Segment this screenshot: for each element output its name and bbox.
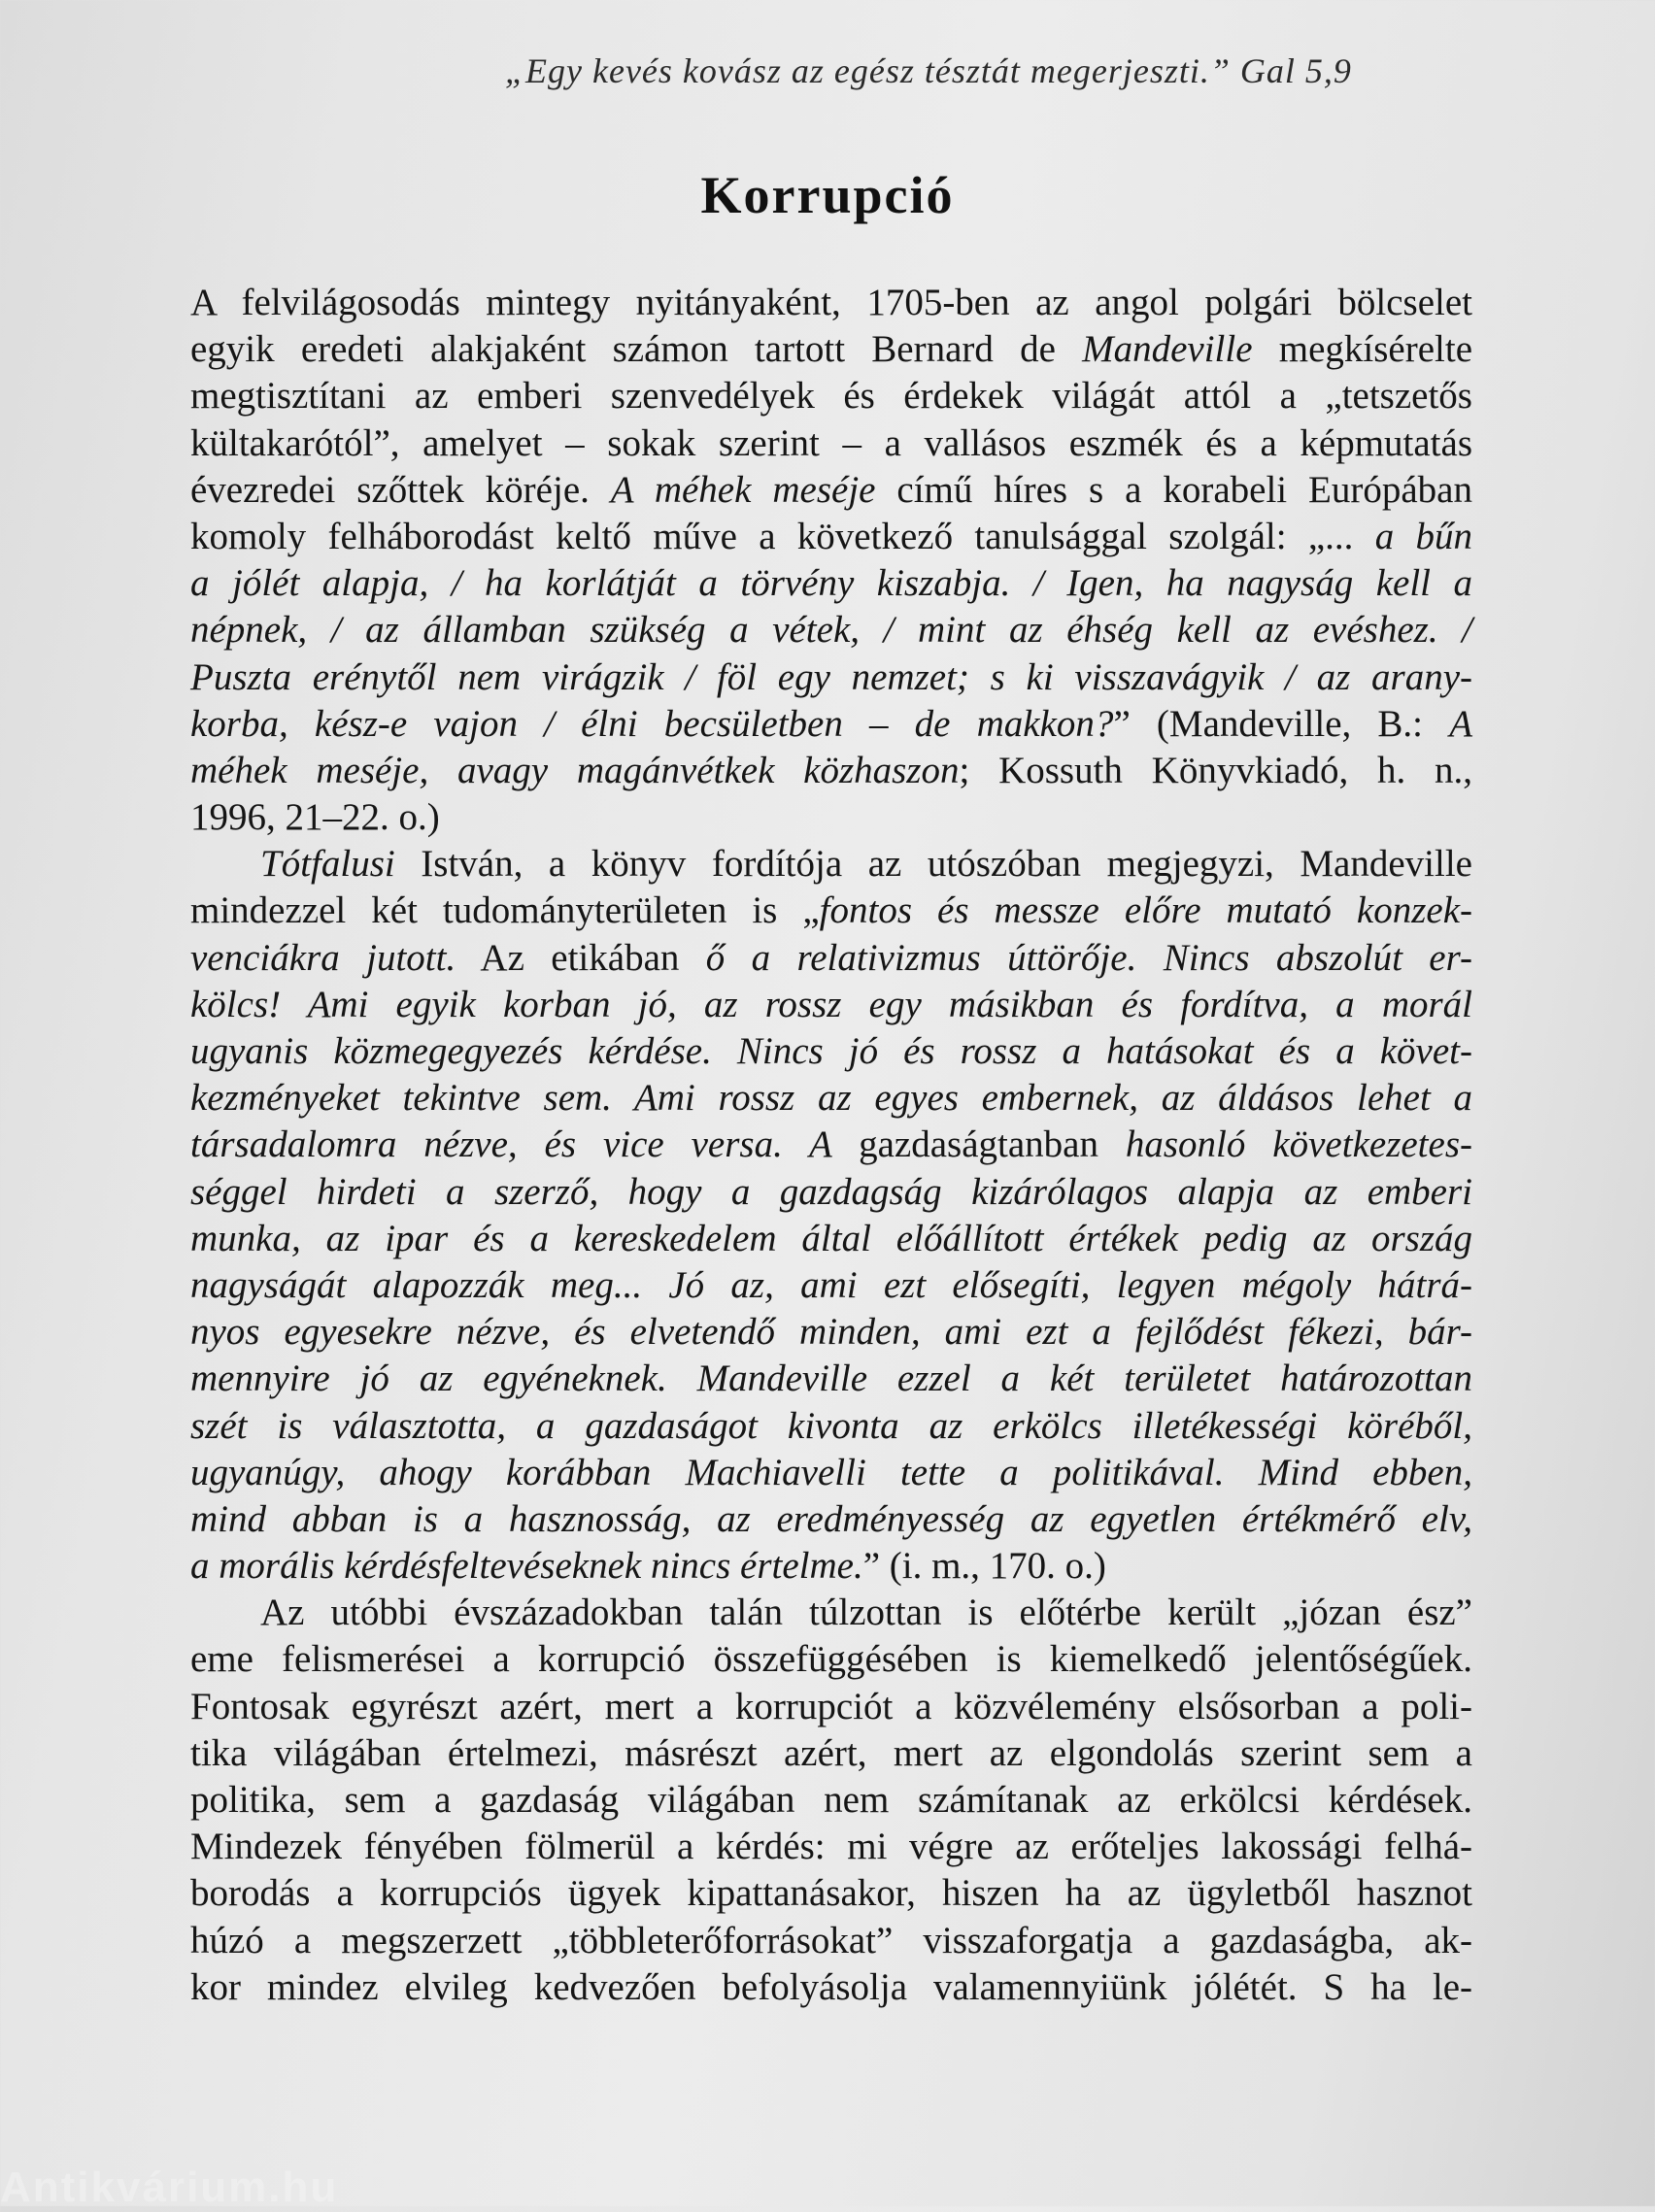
text-line [190, 1262, 1472, 1309]
italic-text-segment: a morális kérdésfeltevéseknek nincs értelme. [190, 1545, 863, 1588]
text-segment: Mindezek fényében fölmerül a kérdés: mi végre az erőteljes lakossági felhá- [190, 1826, 1472, 1868]
text-segment: című híres s a korabeli Európában [875, 468, 1472, 511]
text-line [190, 1356, 1472, 1402]
text-segment: A felvilágosodás mintegy nyitányaként, 1705-ben az angol polgári bölcselet [190, 282, 1472, 323]
text-line [190, 1964, 1472, 2011]
text-line [190, 514, 1472, 560]
italic-text-segment: népnek, / az államban szükség a vétek, / mint az éhség kell az evéshez. / [190, 609, 1472, 652]
text-line [190, 1870, 1472, 1917]
italic-text-segment: nyos egyesekre nézve, és elvetendő minden, ami ezt a fejlődést fékezi, bár- [190, 1311, 1472, 1354]
italic-text-segment: nagyságát alapozzák meg... Jó az, ami ezt elősegíti, legyen mégoly hátrá- [190, 1263, 1472, 1306]
text-line [190, 1028, 1472, 1075]
text-line [190, 1730, 1472, 1777]
text-line [190, 1216, 1472, 1262]
text-line [190, 748, 1472, 794]
text-segment: húzó a megszerzett „többleterőforrásokat” visszaforgatja a gazdaságba, ak- [190, 1919, 1472, 1961]
text-line [190, 1309, 1472, 1356]
text-line [190, 560, 1472, 607]
page-title: Korrupció [700, 166, 955, 224]
text-line [190, 841, 1472, 888]
italic-text-segment: mennyire jó az egyéneknek. Mandeville ezzel a két területet határozottan [190, 1357, 1472, 1400]
text-line [190, 467, 1472, 514]
text-segment: ” (i. m., 170. o.) [862, 1545, 1106, 1588]
italic-text-segment: korba, kész-e vajon / élni becsületben – de makkon? [190, 702, 1114, 745]
text-line [190, 654, 1472, 701]
text-segment: ; Kossuth Könyvkiadó, h. n., [959, 749, 1472, 791]
italic-text-segment: a bűn [1374, 515, 1473, 557]
text-line [190, 1403, 1472, 1450]
text-segment: eme felismerései a korrupció összefüggésében is kiemelkedő jelentőségűek. [190, 1638, 1472, 1681]
text-segment: gazdaságtanban [859, 1123, 1098, 1166]
text-segment: Az utóbbi évszázadokban talán túlzottan is előtérbe került „józan ész” [260, 1592, 1472, 1634]
text-segment: kor mindez elvileg kedvezően befolyásolja valamennyiünk jólétét. S ha le- [190, 1965, 1472, 2008]
text-segment: István, a könyv fordítója az utószóban megjegyzi, Mandeville [394, 843, 1472, 886]
text-segment: mindezzel két tudományterületen is „ [190, 889, 820, 932]
italic-text-segment: a jólét alapja, / ha korlátját a törvény kiszabja. / Igen, ha nagyság kell a [190, 562, 1472, 605]
italic-text-segment: séggel hirdeti a szerző, hogy a gazdagság kizárólagos alapja az emberi [190, 1170, 1472, 1213]
text-segment: politika, sem a gazdaság világában nem számítanak az erkölcsi kérdések. [190, 1779, 1472, 1821]
text-line [190, 1169, 1472, 1216]
italic-text-segment: hasonló következetes- [1098, 1123, 1472, 1166]
text-segment: ” (Mandeville, B.: [1113, 702, 1450, 745]
italic-text-segment: A méhek meséje [610, 468, 876, 511]
text-line [190, 935, 1472, 982]
italic-text-segment: méhek meséje, avagy magánvétkek közhaszon [190, 749, 960, 791]
text-segment: megkísérelte [1252, 328, 1472, 371]
text-segment: 1996, 21–22. o.) [190, 796, 440, 839]
italic-text-segment: venciákra jutott. [190, 936, 456, 979]
epigraph-quote: „Egy kevés kovász az egész tésztát megerjeszti.” Gal 5,9 [505, 51, 1352, 90]
italic-text-segment: fontos és messze előre mutató konzek- [819, 889, 1472, 932]
italic-text-segment: társadalomra nézve, és vice versa. A [190, 1123, 860, 1166]
italic-text-segment: Puszta erénytől nem virágzik / föl egy nemzet; s ki visszavágyik / az arany- [190, 655, 1472, 698]
text-line [190, 326, 1472, 373]
text-line [190, 1777, 1472, 1824]
italic-text-segment: Tótfalusi [260, 843, 395, 886]
text-line [190, 1684, 1472, 1730]
text-segment: megtisztítani az emberi szenvedélyek és érdekek világát attól a „tetszetős [190, 375, 1472, 418]
text-line [190, 1918, 1472, 1964]
text-line [190, 1824, 1472, 1870]
italic-text-segment: A [1449, 702, 1473, 745]
text-segment: Az [456, 936, 552, 979]
italic-text-segment: ugyanúgy, ahogy korábban Machiavelli tette a politikával. Mind ebben, [190, 1451, 1472, 1493]
italic-text-segment: mind abban is a hasznosság, az eredményesség az egyetlen értékmérő elv, [190, 1497, 1472, 1540]
italic-text-segment: ő a relativizmus úttörője. Nincs abszolút er- [679, 936, 1472, 979]
text-segment: egyik eredeti alakjaként számon tartott Bernard de [190, 328, 1083, 371]
watermark: Antikvárium.hu [0, 2163, 339, 2211]
text-line [190, 280, 1472, 326]
text-line [190, 982, 1472, 1028]
text-segment: Fontosak egyrészt azért, mert a korrupciót a közvélemény elsősorban a poli- [190, 1685, 1472, 1727]
text-line [190, 1450, 1472, 1496]
text-segment: kültakarótól”, amelyet – sokak szerint – a vallásos eszmék és a képmutatás [190, 421, 1472, 464]
text-line [190, 1496, 1472, 1543]
text-line [190, 420, 1472, 467]
italic-text-segment: munka, az ipar és a kereskedelem által előállított értékek pedig az ország [190, 1217, 1472, 1259]
italic-text-segment: ugyanis közmegegyezés kérdése. Nincs jó és rossz a hatásokat és a követ- [190, 1030, 1472, 1072]
italic-text-segment: kölcs! Ami egyik korban jó, az rossz egy másikban és fordítva, a morál [190, 983, 1472, 1025]
text-line [190, 888, 1472, 934]
italic-text-segment: szét is választotta, a gazdaságot kivonta az erkölcs illetékességi köréből, [190, 1404, 1472, 1447]
body-text [190, 280, 1472, 2011]
text-segment: komoly felháborodást keltő műve a következő tanulsággal szolgál: „... [190, 515, 1375, 557]
text-segment: évezredei szőttek köréje. [190, 468, 611, 511]
text-line [190, 1636, 1472, 1683]
text-line [190, 607, 1472, 654]
text-segment: tika világában értelmezi, másrészt azért, mert az elgondolás szerint sem a [190, 1731, 1472, 1774]
text-line [190, 794, 1472, 841]
italic-text-segment: Mandeville [1082, 328, 1253, 371]
text-line [190, 1075, 1472, 1122]
italic-text-segment: kezményeket tekintve sem. Ami rossz az egyes embernek, az áldásos lehet a [190, 1077, 1472, 1120]
text-segment: borodás a korrupciós ügyek kipattanásakor, hiszen ha az ügyletből hasznot [190, 1872, 1472, 1915]
text-line [190, 1590, 1472, 1636]
text-line [190, 701, 1472, 748]
text-line [190, 373, 1472, 419]
text-segment: etikában [551, 936, 680, 979]
text-line [190, 1543, 1472, 1590]
text-line [190, 1122, 1472, 1168]
